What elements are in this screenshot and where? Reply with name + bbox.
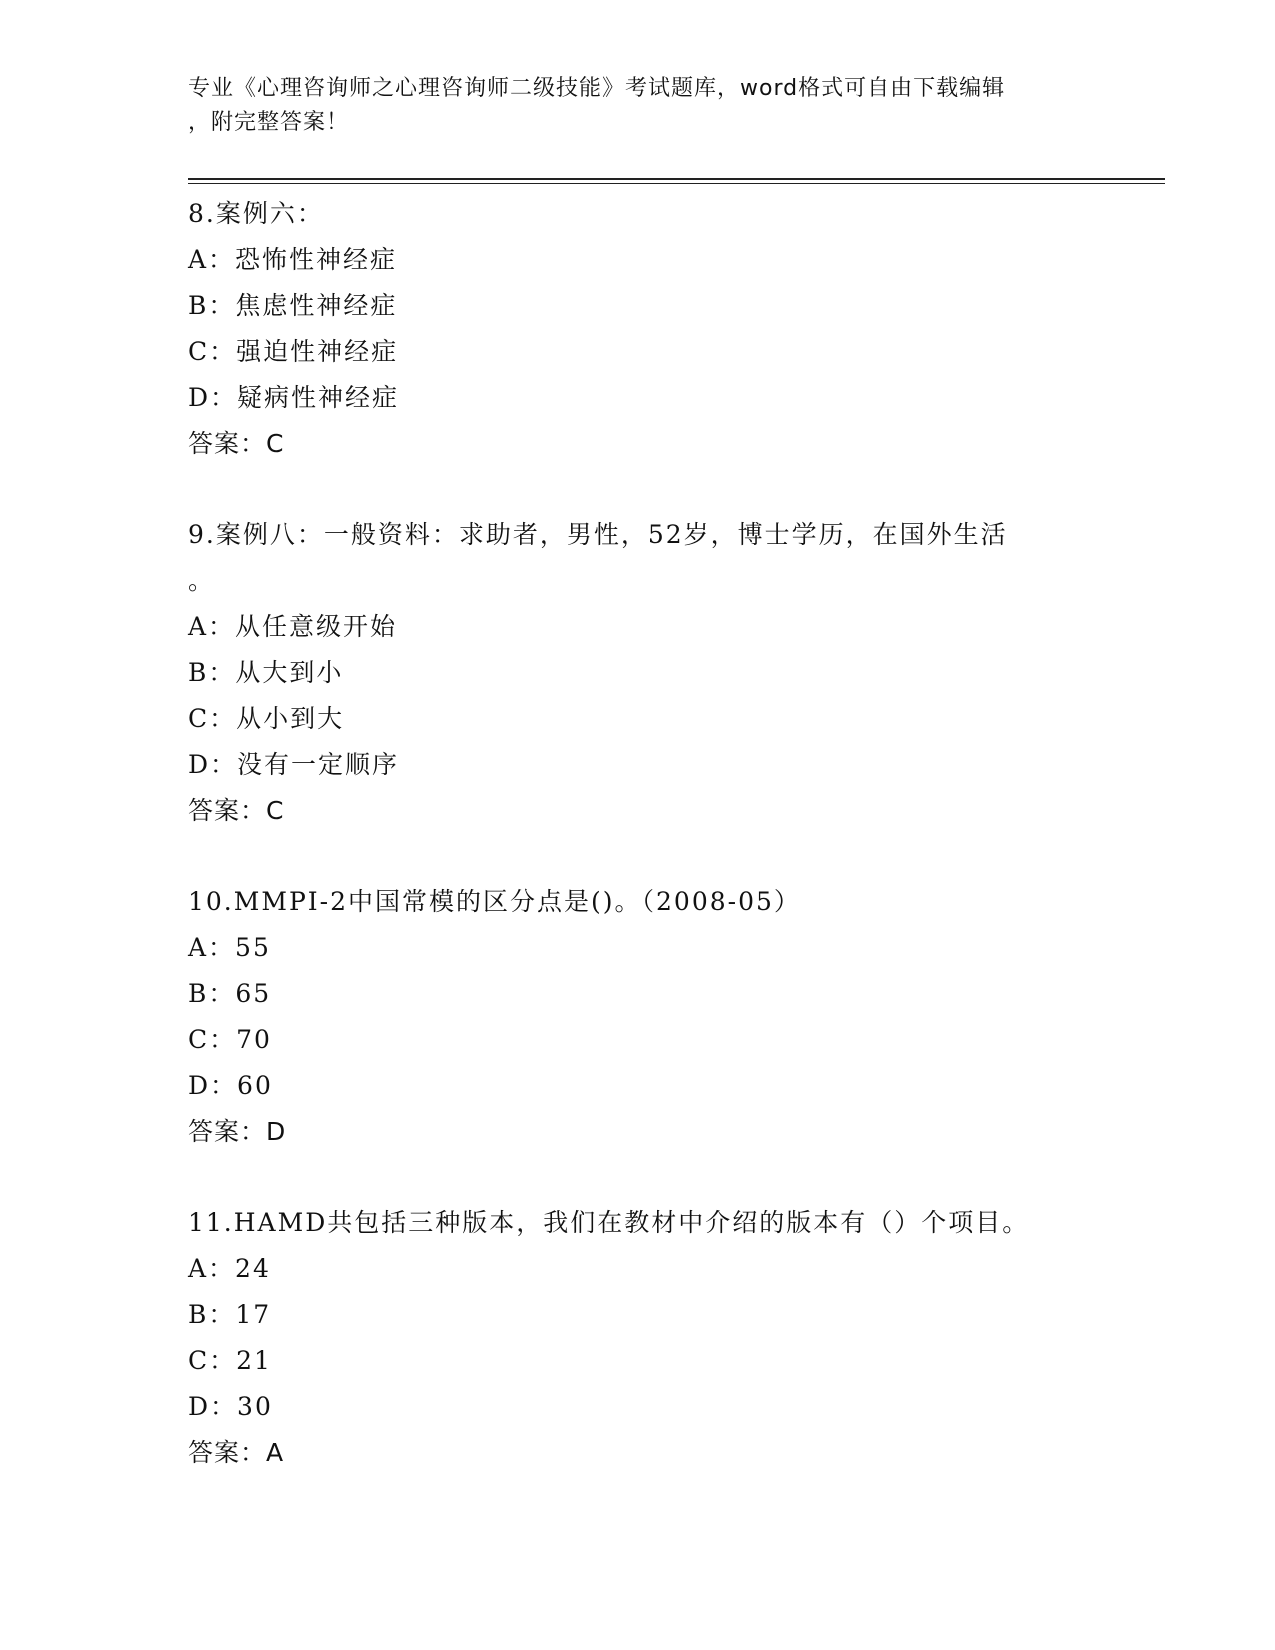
answer-line: 答案：D (188, 1117, 287, 1146)
header-divider-thick (188, 178, 1165, 180)
option-d: D：没有一定顺序 (188, 750, 400, 779)
option-a: A：24 (188, 1254, 271, 1283)
header-line-2: ，附完整答案！ (188, 110, 350, 135)
question-9 (188, 512, 1148, 834)
option-d: D：60 (188, 1071, 273, 1100)
question-stem: 9.案例八：一般资料：求助者，男性，52岁，博士学历，在国外生活 (188, 520, 1008, 549)
option-c: C：从小到大 (188, 704, 345, 733)
question-stem: 11.HAMD共包括三种版本，我们在教材中介绍的版本有（）个项目。 (188, 1208, 1030, 1237)
option-a: A：从任意级开始 (188, 612, 398, 641)
header-line-1: 专业《心理咨询师之心理咨询师二级技能》考试题库，word格式可自由下载编辑 (188, 76, 1006, 101)
option-d: D：30 (188, 1392, 273, 1421)
option-c: C：21 (188, 1346, 272, 1375)
option-a: A：55 (188, 933, 271, 962)
question-stem: 8.案例六： (188, 199, 324, 228)
question-10 (188, 879, 1148, 1155)
question-stem: 10.MMPI-2中国常模的区分点是()。（2008-05） (188, 887, 801, 916)
option-b: B：从大到小 (188, 658, 344, 687)
answer-line: 答案：A (188, 1438, 285, 1467)
option-d: D：疑病性神经症 (188, 383, 400, 412)
answer-line: 答案：C (188, 796, 285, 825)
question-11 (188, 1200, 1148, 1476)
option-c: C：70 (188, 1025, 272, 1054)
header-divider-thin (188, 183, 1165, 184)
option-b: B：65 (188, 979, 272, 1008)
document-header (188, 72, 1088, 140)
question-list (188, 191, 1148, 1521)
option-b: B：焦虑性神经症 (188, 291, 398, 320)
question-stem-continuation: 。 (188, 566, 216, 595)
option-c: C：强迫性神经症 (188, 337, 399, 366)
option-b: B：17 (188, 1300, 272, 1329)
question-8 (188, 191, 1148, 467)
option-a: A：恐怖性神经症 (188, 245, 398, 274)
answer-line: 答案：C (188, 429, 285, 458)
